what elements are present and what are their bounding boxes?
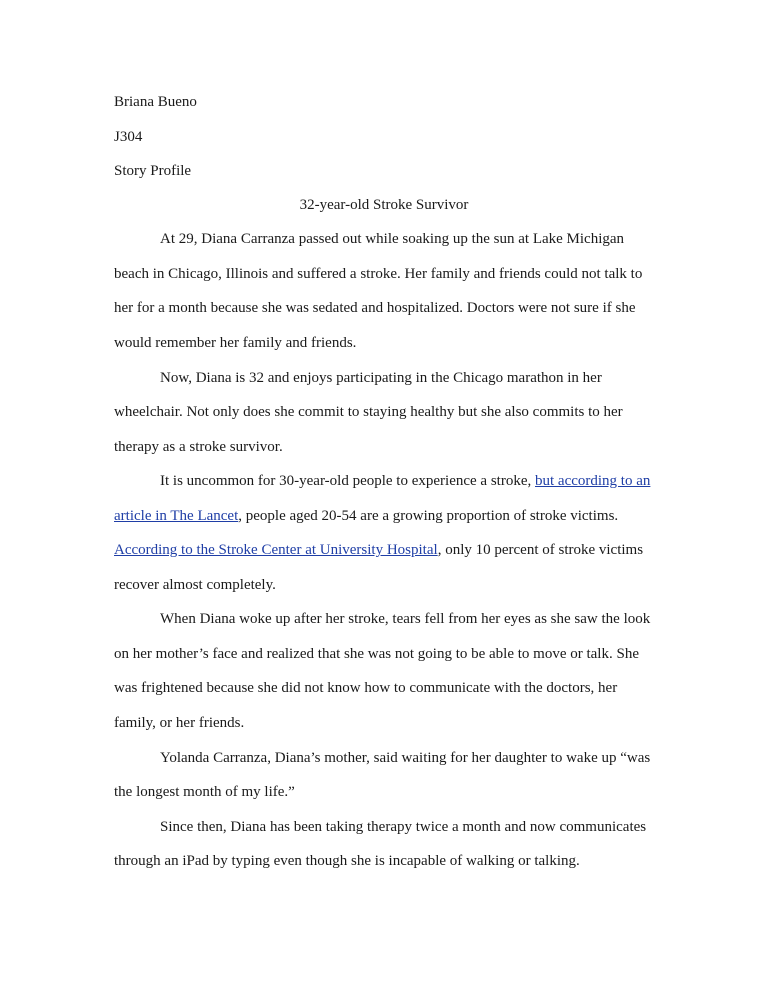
lancet-article-link[interactable]: but according to an bbox=[535, 473, 651, 489]
paragraph-1-line-2: beach in Chicago, Illinois and suffered a stroke. Her family and friends could not talk to bbox=[114, 266, 643, 282]
story-title: 32-year-old Stroke Survivor bbox=[299, 197, 469, 213]
paragraph-1-line-4: would remember her family and friends. bbox=[114, 335, 357, 351]
course-code: J304 bbox=[114, 129, 143, 145]
paragraph-3-text-1: It is uncommon for 30-year-old people to experience a stroke, bbox=[160, 473, 535, 489]
paragraph-3-text-3: , only 10 percent of stroke victims bbox=[437, 542, 644, 558]
paragraph-3-line-3 bbox=[114, 541, 643, 559]
paragraph-6-line-1: Since then, Diana has been taking therapy twice a month and now communicates bbox=[160, 819, 647, 835]
paragraph-4-line-3: was frightened because she did not know how to communicate with the doctors, her bbox=[114, 680, 618, 696]
lancet-article-link-continued[interactable]: article in The Lancet bbox=[114, 508, 239, 524]
paragraph-1-line-3: her for a month because she was sedated and hospitalized. Doctors were not sure if she bbox=[114, 300, 636, 316]
paragraph-3-line-4: recover almost completely. bbox=[114, 577, 276, 593]
paragraph-4-line-1: When Diana woke up after her stroke, tears fell from her eyes as she saw the look bbox=[160, 611, 651, 627]
paragraph-2-line-3: therapy as a stroke survivor. bbox=[114, 439, 283, 455]
paragraph-5-line-2: the longest month of my life.” bbox=[114, 784, 295, 800]
paragraph-3-text-2: , people aged 20-54 are a growing proportion of stroke victims. bbox=[238, 508, 619, 524]
stroke-center-link[interactable]: According to the Stroke Center at University Hospital bbox=[114, 542, 438, 558]
paragraph-2-line-1: Now, Diana is 32 and enjoys participating in the Chicago marathon in her bbox=[160, 370, 602, 386]
paragraph-4-line-4: family, or her friends. bbox=[114, 715, 245, 731]
paragraph-6-line-2: through an iPad by typing even though she is incapable of walking or talking. bbox=[114, 853, 580, 869]
author-name: Briana Bueno bbox=[114, 94, 197, 110]
paragraph-4-line-2: on her mother’s face and realized that she was not going to be able to move or talk. She bbox=[114, 646, 639, 662]
paragraph-2-line-2: wheelchair. Not only does she commit to staying healthy but she also commits to her bbox=[114, 404, 623, 420]
paragraph-5-line-1: Yolanda Carranza, Diana’s mother, said waiting for her daughter to wake up “was bbox=[160, 750, 651, 766]
paragraph-3-line-2 bbox=[114, 507, 618, 525]
paragraph-3-line-1 bbox=[160, 472, 650, 490]
assignment-type: Story Profile bbox=[114, 163, 192, 179]
paragraph-1-line-1: At 29, Diana Carranza passed out while soaking up the sun at Lake Michigan bbox=[160, 231, 625, 247]
